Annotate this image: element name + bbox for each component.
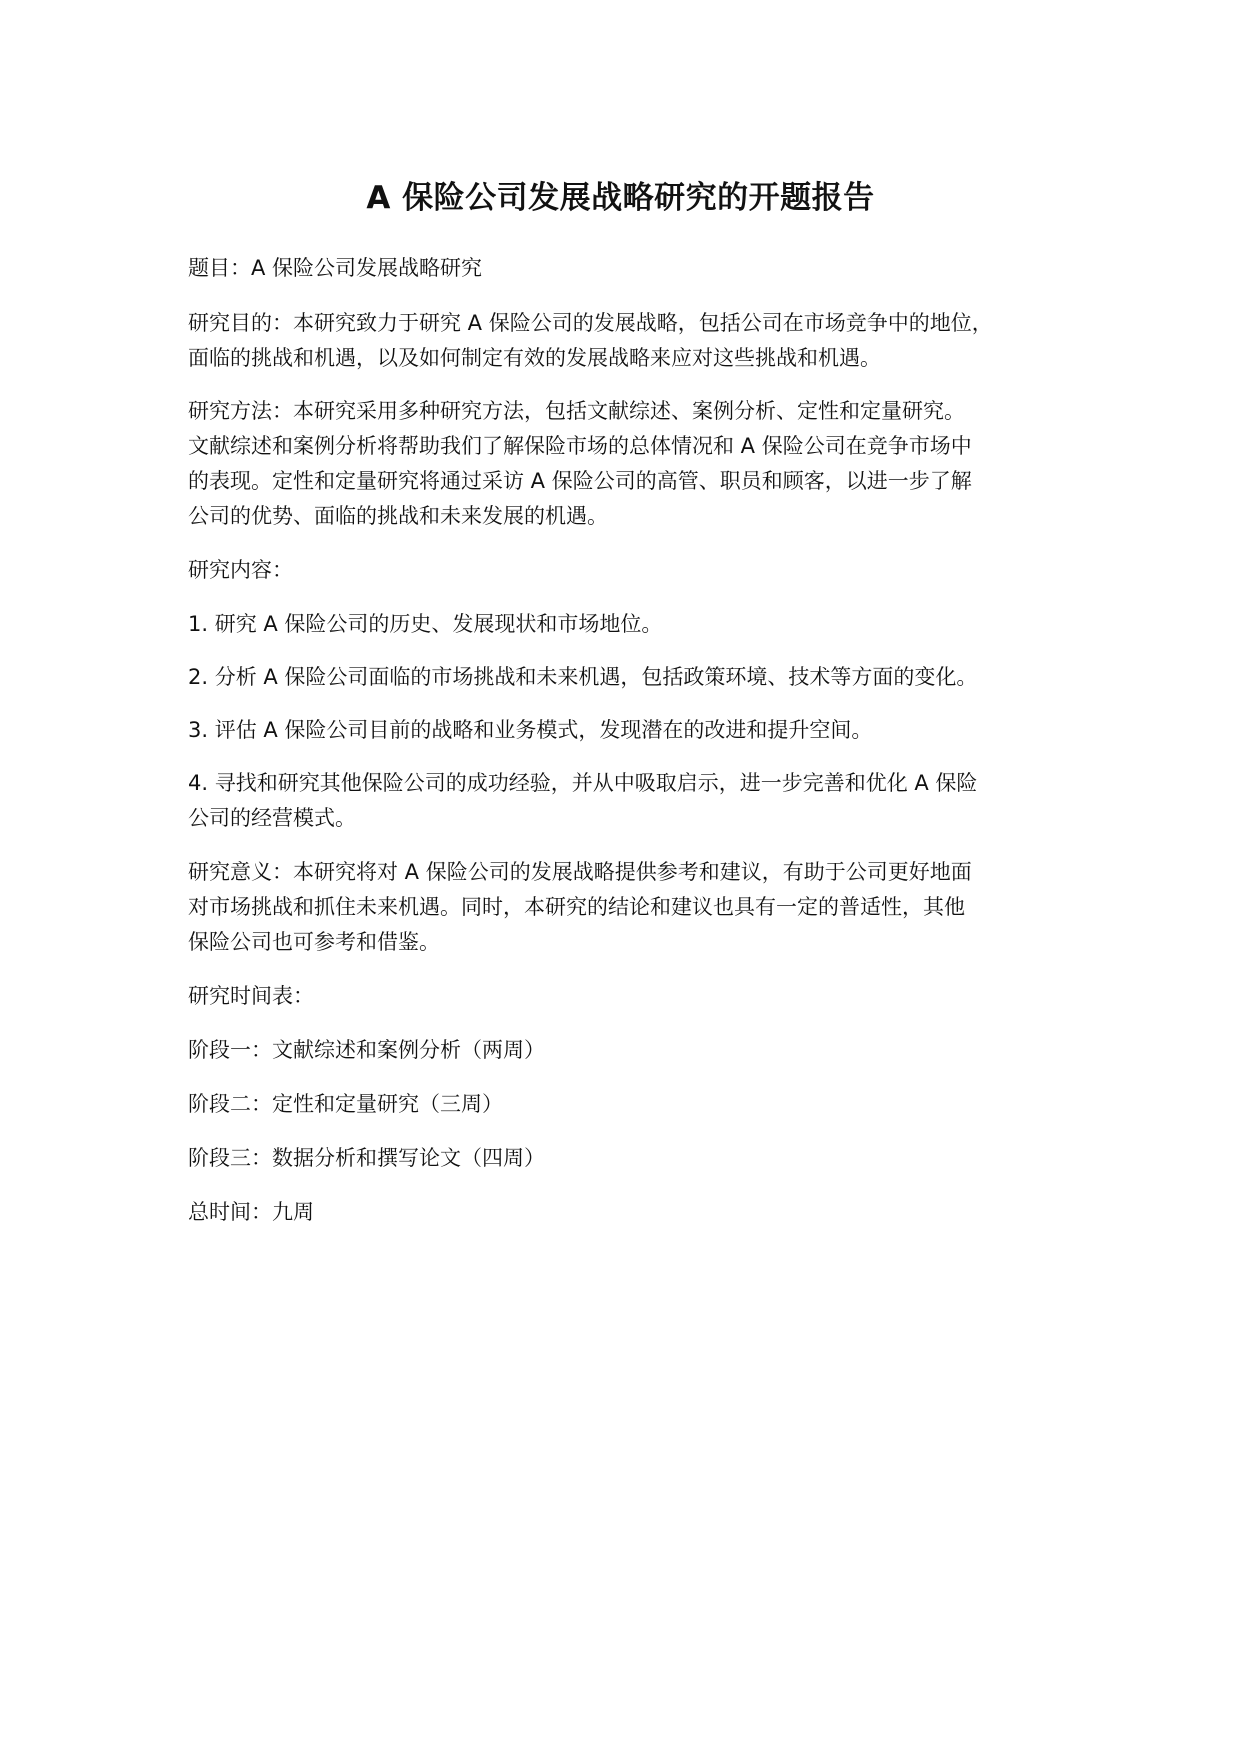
method-line: 研究方法：本研究采用多种研究方法，包括文献综述、案例分析、定性和定量研究。 (188, 399, 965, 423)
content-item-4 (188, 766, 1068, 836)
content-item-line: 1. 研究 A 保险公司的历史、发展现状和市场地位。 (188, 612, 663, 636)
content-item-line: 4. 寻找和研究其他保险公司的成功经验，并从中吸取启示，进一步完善和优化 A 保险 (188, 771, 978, 795)
method-line: 文献综述和案例分析将帮助我们了解保险市场的总体情况和 A 保险公司在竞争市场中 (188, 434, 972, 458)
content-item-line: 公司的经营模式。 (188, 806, 356, 830)
schedule-stage-2: 阶段二：定性和定量研究（三周） (188, 1092, 503, 1116)
content-item-1 (188, 607, 1068, 642)
purpose-line: 面临的挑战和机遇，以及如何制定有效的发展战略来应对这些挑战和机遇。 (188, 346, 881, 370)
document-title: A 保险公司发展战略研究的开题报告 (366, 180, 875, 216)
content-heading: 研究内容： (188, 558, 293, 582)
content-item-line: 3. 评估 A 保险公司目前的战略和业务模式，发现潜在的改进和提升空间。 (188, 718, 873, 742)
significance-line: 对市场挑战和抓住未来机遇。同时，本研究的结论和建议也具有一定的普适性，其他 (188, 895, 965, 919)
topic-line: 题目：A 保险公司发展战略研究 (188, 256, 483, 280)
significance-line: 保险公司也可参考和借鉴。 (188, 930, 440, 954)
content-item-line: 2. 分析 A 保险公司面临的市场挑战和未来机遇，包括政策环境、技术等方面的变化。 (188, 665, 978, 689)
content-item-2 (188, 660, 1068, 695)
total-time: 总时间：九周 (188, 1200, 314, 1224)
method-line: 的表现。定性和定量研究将通过采访 A 保险公司的高管、职员和顾客，以进一步了解 (188, 469, 972, 493)
method-line: 公司的优势、面临的挑战和未来发展的机遇。 (188, 504, 608, 528)
purpose-paragraph (188, 306, 1068, 376)
schedule-stage-3: 阶段三：数据分析和撰写论文（四周） (188, 1146, 545, 1170)
significance-paragraph (188, 855, 1068, 960)
schedule-stage-1: 阶段一：文献综述和案例分析（两周） (188, 1038, 545, 1062)
method-paragraph (188, 394, 1068, 534)
content-item-3 (188, 713, 1068, 748)
significance-line: 研究意义：本研究将对 A 保险公司的发展战略提供参考和建议，有助于公司更好地面 (188, 860, 972, 884)
purpose-line: 研究目的：本研究致力于研究 A 保险公司的发展战略，包括公司在市场竞争中的地位， (188, 311, 993, 335)
schedule-heading: 研究时间表： (188, 984, 314, 1008)
